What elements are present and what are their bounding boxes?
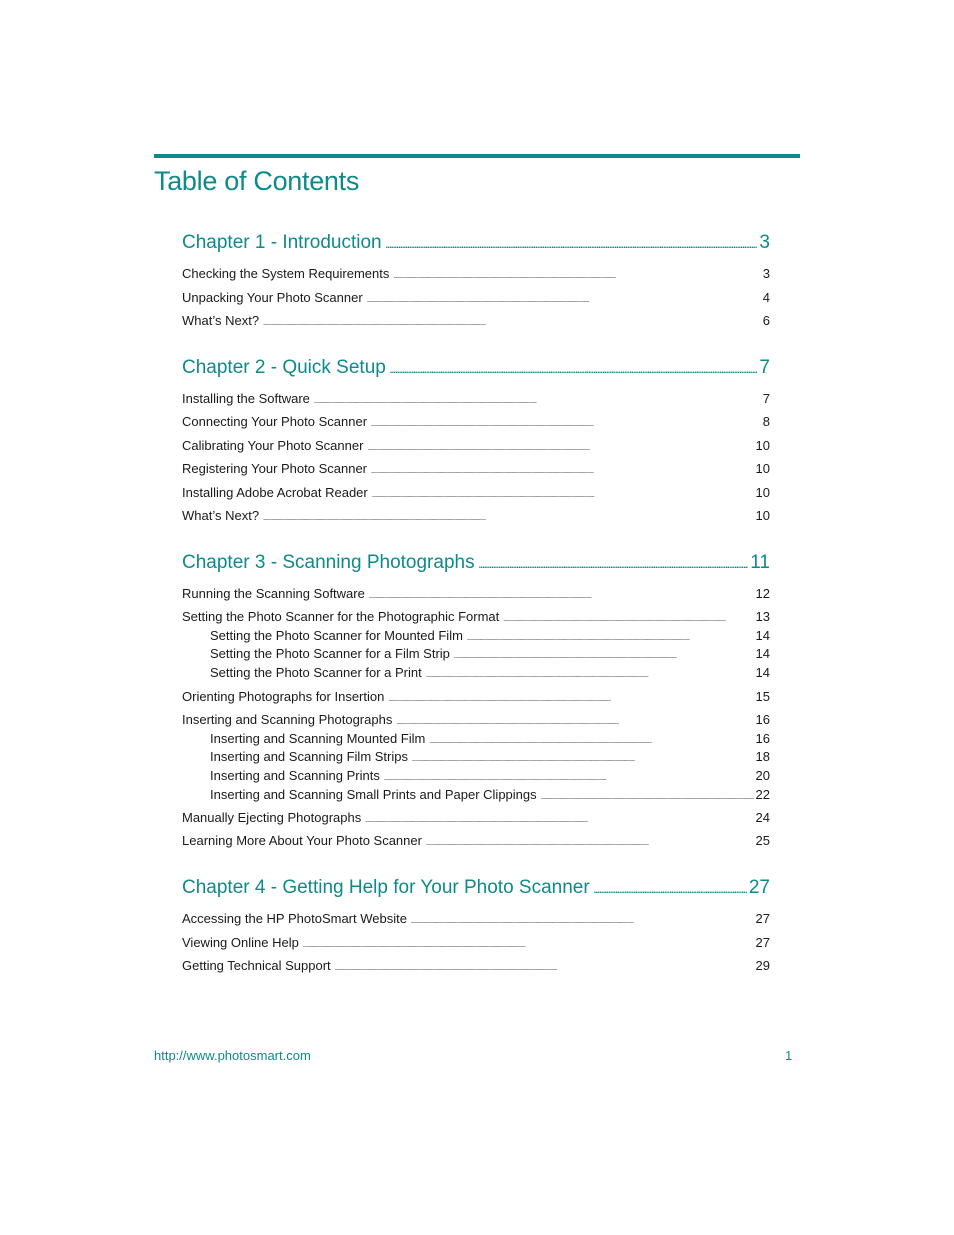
toc-leader-dots bbox=[263, 516, 753, 522]
toc-leader-dots bbox=[367, 446, 753, 452]
toc-entry-page: 29 bbox=[755, 958, 770, 973]
toc-entry-page: 10 bbox=[755, 461, 770, 476]
toc-entry-page: 4 bbox=[762, 290, 770, 305]
toc-entry-page: 16 bbox=[755, 712, 770, 727]
toc-entry-label: Registering Your Photo Scanner bbox=[182, 461, 368, 476]
toc-chapter-3[interactable] bbox=[182, 552, 770, 574]
toc-entry-page: 24 bbox=[755, 810, 770, 825]
toc-leader-dots bbox=[393, 274, 760, 280]
toc-section-entry[interactable] bbox=[182, 438, 770, 453]
toc-entry-label: Connecting Your Photo Scanner bbox=[182, 414, 368, 429]
toc-chapter-page: 3 bbox=[759, 232, 770, 253]
toc-chapter-label: Chapter 4 - Getting Help for Your Photo Scanner bbox=[182, 877, 590, 898]
footer-url[interactable]: http://www.photosmart.com bbox=[154, 1048, 311, 1063]
toc-entry-page: 12 bbox=[755, 586, 770, 601]
toc-chapter-4[interactable] bbox=[182, 877, 770, 899]
toc-section-entry[interactable] bbox=[182, 609, 770, 624]
toc-section-entry[interactable] bbox=[182, 958, 770, 973]
toc-entry-label: Inserting and Scanning Prints bbox=[210, 768, 380, 783]
toc-entry-label: Installing Adobe Acrobat Reader bbox=[182, 485, 368, 500]
toc-entry-page: 14 bbox=[755, 665, 770, 680]
toc-entry-page: 13 bbox=[755, 609, 770, 624]
toc-section-entry[interactable] bbox=[182, 810, 770, 825]
toc-section-entry[interactable] bbox=[182, 712, 770, 727]
toc-leader-dots bbox=[390, 365, 758, 375]
toc-leader-dots bbox=[503, 617, 753, 623]
toc-subsection-entry[interactable] bbox=[210, 787, 770, 802]
toc-entry-label: Setting the Photo Scanner for Mounted Film bbox=[210, 628, 463, 643]
toc-section-entry[interactable] bbox=[182, 911, 770, 926]
toc-entry-page: 6 bbox=[762, 313, 770, 328]
toc-chapter-page: 27 bbox=[748, 877, 770, 898]
toc-entry-label: Inserting and Scanning Small Prints and Paper Clippings bbox=[210, 787, 537, 802]
toc-leader-dots bbox=[396, 720, 753, 726]
toc-leader-dots bbox=[454, 654, 754, 660]
toc-leader-dots bbox=[372, 493, 754, 499]
toc-entry-label: Calibrating Your Photo Scanner bbox=[182, 438, 364, 453]
toc-entry-page: 7 bbox=[762, 391, 770, 406]
toc-leader-dots bbox=[371, 422, 761, 428]
toc-chapter-1[interactable] bbox=[182, 232, 770, 254]
toc-subsection-entry[interactable] bbox=[210, 665, 770, 680]
toc-leader-dots bbox=[335, 966, 754, 972]
toc-entry-label: Viewing Online Help bbox=[182, 935, 299, 950]
toc-entry-label: Running the Scanning Software bbox=[182, 586, 365, 601]
toc-chapter-2[interactable] bbox=[182, 357, 770, 379]
toc-chapter-page: 7 bbox=[759, 357, 770, 378]
toc-leader-dots bbox=[412, 757, 754, 763]
toc-leader-dots bbox=[541, 795, 754, 801]
toc-entry-label: Orienting Photographs for Insertion bbox=[182, 689, 385, 704]
toc-leader-dots bbox=[467, 636, 754, 642]
toc-chapter-label: Chapter 2 - Quick Setup bbox=[182, 357, 386, 378]
toc-leader-dots bbox=[429, 739, 753, 745]
toc-leader-dots bbox=[479, 560, 749, 570]
toc-entry-label: Setting the Photo Scanner for a Print bbox=[210, 665, 422, 680]
toc-section-entry[interactable] bbox=[182, 508, 770, 523]
toc-section-entry[interactable] bbox=[182, 935, 770, 950]
toc-entry-page: 27 bbox=[755, 911, 770, 926]
toc-leader-dots bbox=[426, 841, 754, 847]
toc-entry-label: What’s Next? bbox=[182, 508, 260, 523]
toc-entry-label: Setting the Photo Scanner for a Film Strip bbox=[210, 646, 450, 661]
page-title: Table of Contents bbox=[154, 166, 360, 196]
toc-leader-dots bbox=[365, 818, 753, 824]
toc-subsection-entry[interactable] bbox=[210, 646, 770, 661]
toc-entry-label: Manually Ejecting Photographs bbox=[182, 810, 362, 825]
toc-leader-dots bbox=[384, 776, 754, 782]
toc-entry-label: Unpacking Your Photo Scanner bbox=[182, 290, 363, 305]
toc-entry-page: 10 bbox=[755, 438, 770, 453]
toc-entry-page: 14 bbox=[755, 628, 770, 643]
toc-leader-dots bbox=[594, 885, 747, 895]
toc-section-entry[interactable] bbox=[182, 461, 770, 476]
toc-section-entry[interactable] bbox=[182, 391, 770, 406]
toc-section-entry[interactable] bbox=[182, 414, 770, 429]
toc-entry-label: Inserting and Scanning Mounted Film bbox=[210, 731, 426, 746]
toc-chapter-label: Chapter 1 - Introduction bbox=[182, 232, 382, 253]
toc-section-entry[interactable] bbox=[182, 833, 770, 848]
toc-entry-label: Setting the Photo Scanner for the Photographic Format bbox=[182, 609, 500, 624]
toc-entry-label: What’s Next? bbox=[182, 313, 260, 328]
toc-entry-page: 10 bbox=[755, 485, 770, 500]
toc-subsection-entry[interactable] bbox=[210, 731, 770, 746]
toc-entry-page: 3 bbox=[762, 266, 770, 281]
toc-entry-page: 15 bbox=[755, 689, 770, 704]
toc-entry-label: Inserting and Scanning Film Strips bbox=[210, 749, 408, 764]
toc-leader-dots bbox=[263, 321, 761, 327]
toc-entry-label: Checking the System Requirements bbox=[182, 266, 390, 281]
toc-entry-label: Learning More About Your Photo Scanner bbox=[182, 833, 422, 848]
toc-section-entry[interactable] bbox=[182, 313, 770, 328]
toc-subsection-entry[interactable] bbox=[210, 768, 770, 783]
toc-entry-page: 8 bbox=[762, 414, 770, 429]
toc-entry-page: 25 bbox=[755, 833, 770, 848]
toc-section-entry[interactable] bbox=[182, 586, 770, 601]
toc-entry-page: 18 bbox=[755, 749, 770, 764]
toc-leader-dots bbox=[386, 240, 758, 250]
toc-subsection-entry[interactable] bbox=[210, 628, 770, 643]
toc-section-entry[interactable] bbox=[182, 689, 770, 704]
toc-entry-page: 16 bbox=[755, 731, 770, 746]
toc-leader-dots bbox=[388, 697, 753, 703]
header-rule bbox=[154, 154, 800, 158]
toc-leader-dots bbox=[314, 399, 761, 405]
toc-entry-page: 20 bbox=[755, 768, 770, 783]
toc-leader-dots bbox=[303, 943, 754, 949]
footer-page-number: 1 bbox=[785, 1048, 793, 1063]
toc-chapter-label: Chapter 3 - Scanning Photographs bbox=[182, 552, 475, 573]
toc-entry-label: Accessing the HP PhotoSmart Website bbox=[182, 911, 407, 926]
toc-entry-page: 14 bbox=[755, 646, 770, 661]
toc-entry-label: Installing the Software bbox=[182, 391, 310, 406]
toc-section-entry[interactable] bbox=[182, 485, 770, 500]
toc-entry-label: Getting Technical Support bbox=[182, 958, 331, 973]
toc-chapter-page: 11 bbox=[750, 552, 770, 573]
toc-section-entry[interactable] bbox=[182, 266, 770, 281]
toc-leader-dots bbox=[371, 469, 754, 475]
toc-leader-dots bbox=[369, 594, 754, 600]
toc-leader-dots bbox=[426, 673, 754, 679]
toc-leader-dots bbox=[367, 298, 761, 304]
toc-leader-dots bbox=[411, 919, 754, 925]
toc-entry-label: Inserting and Scanning Photographs bbox=[182, 712, 393, 727]
toc-entry-page: 10 bbox=[755, 508, 770, 523]
toc-subsection-entry[interactable] bbox=[210, 749, 770, 764]
toc-section-entry[interactable] bbox=[182, 290, 770, 305]
toc-entry-page: 22 bbox=[755, 787, 770, 802]
toc-entry-page: 27 bbox=[755, 935, 770, 950]
